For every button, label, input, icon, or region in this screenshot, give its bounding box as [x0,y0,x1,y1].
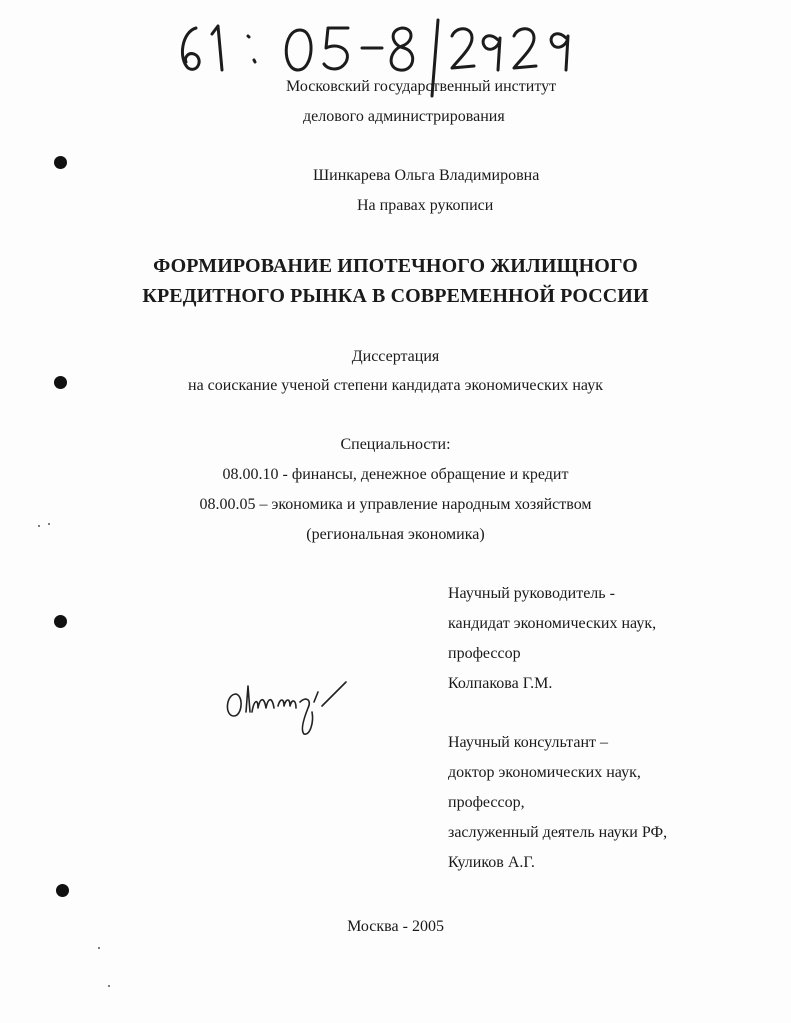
supervisor-degree: кандидат экономических наук, [448,615,657,632]
work-type: Диссертация [351,348,440,365]
place-and-year: Москва - 2005 [347,918,444,935]
handwritten-archive-number [170,18,590,78]
consultant-honor: заслуженный деятель науки РФ, [448,824,668,841]
institute-name-line-2: делового администрирования [303,108,505,125]
institute-name-line-1: Московский государственный институт [286,78,557,95]
degree-sought: на соискание ученой степени кандидата экономических наук [188,377,603,394]
author-name: Шинкарева Ольга Владимировна [313,167,540,184]
specialties-heading: Специальности: [340,436,451,453]
supervisor-title: профессор [448,645,521,662]
punch-hole [54,615,67,628]
scan-speck [108,985,110,987]
supervisor-name: Колпакова Г.М. [448,675,553,692]
scan-speck [48,523,50,525]
specialty-item: 08.00.05 – экономика и управление народным хозяйством [199,496,592,513]
author-signature [222,672,352,742]
consultant-title: профессор, [448,794,525,811]
consultant-role: Научный консультант – [448,734,608,751]
thesis-title-line-2: КРЕДИТНОГО РЫНКА В СОВРЕМЕННОЙ РОССИИ [142,285,649,307]
specialty-item: (региональная экономика) [306,526,485,543]
punch-hole [54,156,67,169]
punch-hole [54,376,67,389]
scan-speck [38,525,40,527]
thesis-title-line-1: ФОРМИРОВАНИЕ ИПОТЕЧНОГО ЖИЛИЩНОГО [153,255,638,277]
punch-hole [56,884,69,897]
consultant-name: Куликов А.Г. [448,854,535,871]
consultant-degree: доктор экономических наук, [448,764,641,781]
scan-speck [98,947,100,949]
specialty-item: 08.00.10 - финансы, денежное обращение и кредит [222,466,569,483]
supervisor-role: Научный руководитель - [448,585,615,602]
rights-note: На правах рукописи [357,197,494,214]
